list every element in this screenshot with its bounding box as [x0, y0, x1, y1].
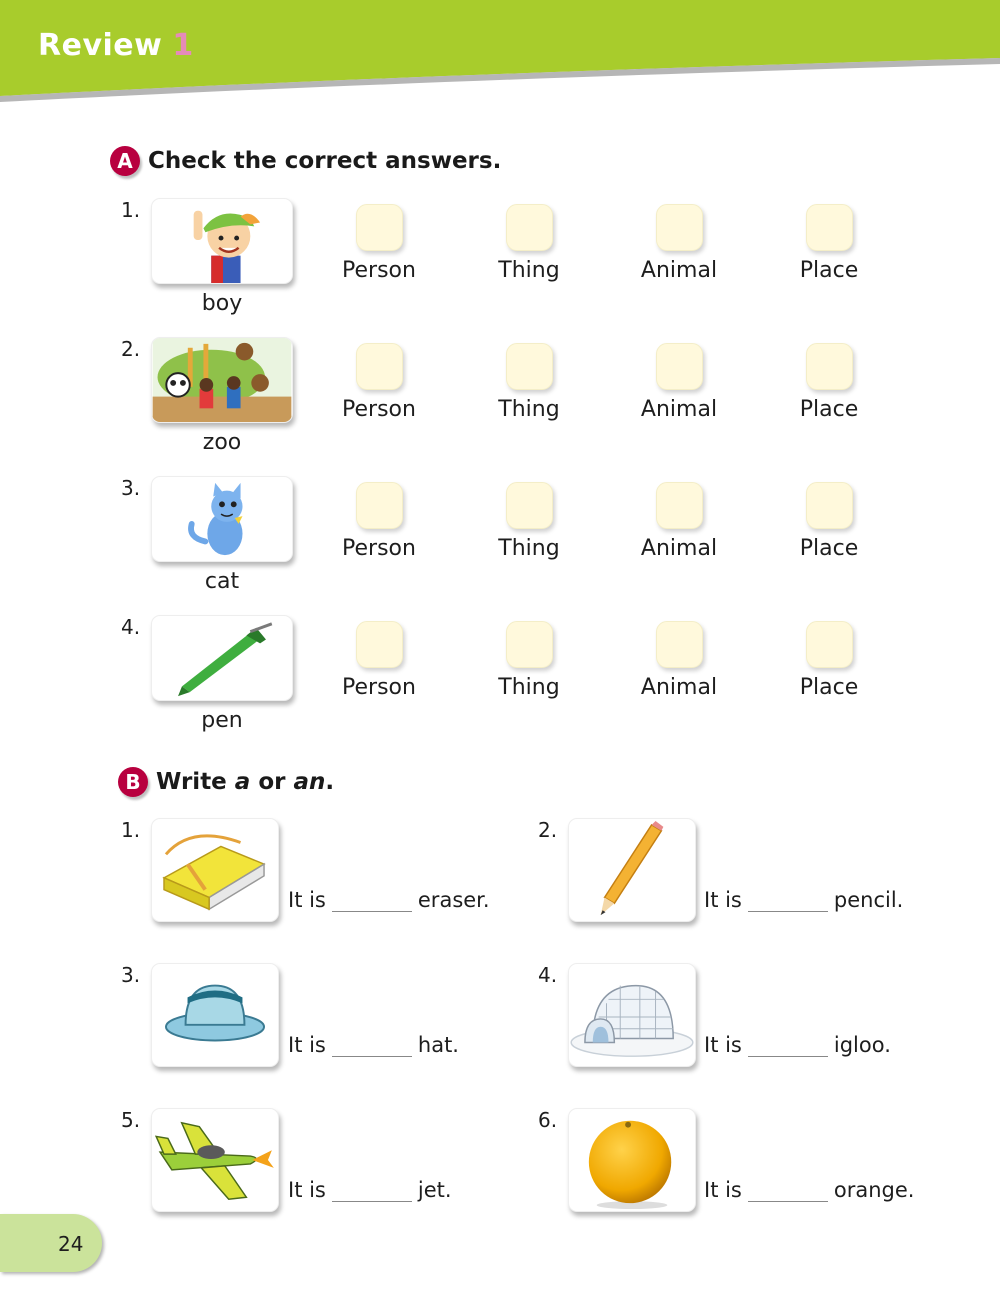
section-b-item-6-answer-input[interactable] [748, 1180, 828, 1202]
section-b-item-2-number: 2. [538, 818, 558, 842]
section-b-item-1-sentence [288, 888, 490, 912]
section-b-item-4-prefix: It is [704, 1033, 742, 1057]
section-a-item-2-checkbox-thing[interactable] [506, 343, 553, 390]
section-a-item-4-word: pen [201, 708, 243, 733]
section-a-item-3-label-animal: Animal [640, 536, 718, 561]
section-b-item-6-prefix: It is [704, 1178, 742, 1202]
pencil-icon [569, 819, 695, 921]
section-b-instruction-an: an [293, 769, 326, 795]
section-a-item-2-checkbox-animal[interactable] [656, 343, 703, 390]
hat-icon [152, 964, 278, 1066]
section-a-item-2-word: zoo [202, 430, 242, 455]
section-a-item-2-label-thing: Thing [498, 397, 560, 422]
section-b-item-5-prefix: It is [288, 1178, 326, 1202]
zoo-icon [152, 338, 292, 422]
section-b-item-6-sentence [704, 1178, 914, 1202]
section-b-item-2-answer-input[interactable] [748, 890, 828, 912]
section-a-item-4-label-animal: Animal [640, 675, 718, 700]
section-b-item-3-prefix: It is [288, 1033, 326, 1057]
section-a-item-3-label-thing: Thing [498, 536, 560, 561]
section-b-item-4-picture [568, 963, 696, 1067]
section-b-item-2-noun: pencil. [833, 888, 904, 912]
section-b-item-5-number: 5. [121, 1108, 141, 1132]
section-b-item-3-answer-input[interactable] [332, 1035, 412, 1057]
pen-icon [152, 616, 292, 700]
section-b-item-5-noun: jet. [417, 1178, 452, 1202]
page-title [38, 28, 194, 63]
section-a-item-1-checkbox-animal[interactable] [656, 204, 703, 251]
section-a-item-1-label-place: Place [799, 258, 859, 283]
section-a-item-1-checkbox-place[interactable] [806, 204, 853, 251]
section-a-item-4-label-thing: Thing [498, 675, 560, 700]
section-b-instruction-start: Write [156, 769, 235, 795]
page-number: 24 [58, 1232, 84, 1256]
section-a-item-3-picture [151, 476, 293, 562]
jet-icon [152, 1109, 278, 1211]
section-b-item-3-sentence [288, 1033, 459, 1057]
section-b-item-1-noun: eraser. [417, 888, 490, 912]
section-a-item-3-checkbox-thing[interactable] [506, 482, 553, 529]
section-a-item-4-checkbox-person[interactable] [356, 621, 403, 668]
section-b-badge: B [118, 767, 148, 797]
section-a-item-3-checkbox-animal[interactable] [656, 482, 703, 529]
section-a-item-2-label-person: Person [342, 397, 416, 422]
section-a-item-4-label-person: Person [342, 675, 416, 700]
section-a-item-4-picture [151, 615, 293, 701]
section-a-item-1-checkbox-thing[interactable] [506, 204, 553, 251]
section-a-item-3-word: cat [204, 569, 240, 594]
section-a-item-3-label-person: Person [342, 536, 416, 561]
section-a-item-1-label-thing: Thing [498, 258, 560, 283]
eraser-icon [152, 819, 278, 921]
section-b-item-6-number: 6. [538, 1108, 558, 1132]
section-a-heading [110, 146, 501, 176]
section-a-badge: A [110, 146, 140, 176]
section-a-item-2-number: 2. [121, 337, 141, 361]
section-a-item-4-label-place: Place [799, 675, 859, 700]
section-b-item-5-answer-input[interactable] [332, 1180, 412, 1202]
section-b-item-1-prefix: It is [288, 888, 326, 912]
page-number-tab [0, 1214, 102, 1272]
section-b-item-2-sentence [704, 888, 903, 912]
section-b-instruction-or: or [250, 769, 294, 795]
section-b-instruction-end: . [325, 769, 335, 795]
section-b-item-4-answer-input[interactable] [748, 1035, 828, 1057]
section-b-item-6-picture [568, 1108, 696, 1212]
section-a-item-1-label-animal: Animal [640, 258, 718, 283]
section-b-instruction-a: a [234, 769, 251, 795]
section-b-item-5-sentence [288, 1178, 452, 1202]
section-b-item-6-noun: orange. [833, 1178, 915, 1202]
section-a-item-1-number: 1. [121, 198, 141, 222]
section-a-item-4-checkbox-place[interactable] [806, 621, 853, 668]
section-b-item-2-prefix: It is [704, 888, 742, 912]
section-a-item-4-number: 4. [121, 615, 141, 639]
section-a-item-3-checkbox-person[interactable] [356, 482, 403, 529]
section-a-item-2-picture [151, 337, 293, 423]
section-b-item-5-picture [151, 1108, 279, 1212]
section-b-item-3-number: 3. [121, 963, 141, 987]
section-b-item-1-picture [151, 818, 279, 922]
section-a-instruction: Check the correct answers. [148, 148, 502, 174]
section-b-item-4-number: 4. [538, 963, 558, 987]
section-a-item-2-label-animal: Animal [640, 397, 718, 422]
section-a-item-1-checkbox-person[interactable] [356, 204, 403, 251]
section-a-item-1-word: boy [201, 291, 243, 316]
section-b-item-3-picture [151, 963, 279, 1067]
section-b-instruction [156, 769, 334, 795]
section-b-item-3-noun: hat. [417, 1033, 459, 1057]
section-a-item-2-checkbox-person[interactable] [356, 343, 403, 390]
orange-icon [569, 1109, 695, 1211]
page-title-number: 1 [172, 28, 194, 63]
section-b-item-4-noun: igloo. [833, 1033, 891, 1057]
section-b-item-1-answer-input[interactable] [332, 890, 412, 912]
section-a-item-3-number: 3. [121, 476, 141, 500]
section-a-item-1-picture [151, 198, 293, 284]
section-b-item-4-sentence [704, 1033, 891, 1057]
section-b-item-1-number: 1. [121, 818, 141, 842]
section-a-item-1-label-person: Person [342, 258, 416, 283]
section-a-item-2-label-place: Place [799, 397, 859, 422]
boy-icon [152, 199, 292, 283]
section-a-item-4-checkbox-animal[interactable] [656, 621, 703, 668]
section-a-item-3-checkbox-place[interactable] [806, 482, 853, 529]
igloo-icon [569, 964, 695, 1066]
section-a-item-3-label-place: Place [799, 536, 859, 561]
cat-icon [152, 477, 292, 561]
section-b-heading [118, 767, 334, 797]
section-b-item-2-picture [568, 818, 696, 922]
section-a-item-4-checkbox-thing[interactable] [506, 621, 553, 668]
section-a-item-2-checkbox-place[interactable] [806, 343, 853, 390]
page-title-text: Review [38, 28, 163, 63]
